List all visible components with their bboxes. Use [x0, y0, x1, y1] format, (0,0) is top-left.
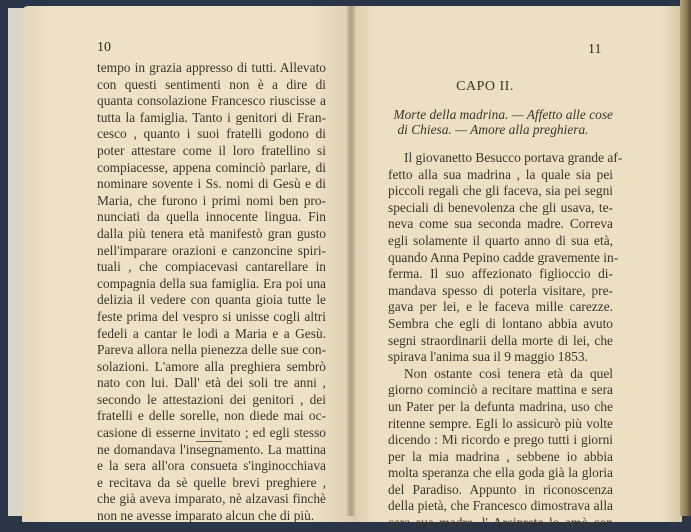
page-edges	[680, 0, 691, 516]
left-page-text	[97, 60, 326, 525]
chapter-subtitle-line-2: di Chiesa. — Amore alla preghiera.	[397, 122, 589, 137]
text-line: ferma. Il suo affezionato figlioccio di-	[388, 266, 613, 282]
text-line: un Pater per la defunta madrina, uso che	[388, 398, 613, 414]
text-line: feste prima del vespro si unisse cogli altri	[97, 308, 326, 324]
text-line: tempo in grazia appresso di tutti. Allevato	[97, 60, 326, 75]
text-line: Pareva allora nella pienezza delle sue con-	[97, 342, 326, 358]
text-line: ritenne sempre. Egli lo assicurò più volte	[388, 415, 613, 431]
text-line: Maria, che furono i primi nomi ben pro-	[97, 192, 326, 208]
left-page-number: 10	[97, 40, 111, 55]
text-line: che già aveva imparato, nè alzavasi finchè	[97, 491, 326, 507]
text-line: compagnia della sua famiglia. Era poi una	[97, 275, 326, 291]
text-line: tuali , che compiacevasi cantarellare in	[97, 259, 326, 275]
text-line: giorno cominciò a recitare mattina e sera	[388, 382, 613, 398]
text-line: solazioni. L'amore alla preghiera sembrò	[97, 358, 326, 374]
section-rule	[196, 441, 222, 442]
text-line: cara sua madre, l' Arciprete lo amò con	[388, 515, 613, 531]
text-line: poter attestare come il loro fratellino si	[97, 142, 326, 158]
text-line: speciali di benevolenza che gli usava, te-	[388, 199, 613, 215]
text-line: quanta consolazione Francesco riuscisse a	[97, 93, 326, 109]
text-line: neva come sua seconda madre. Correva	[388, 216, 613, 232]
chapter-subtitle-line-1: Morte della madrina. — Affetto alle cose	[393, 107, 613, 122]
text-line: egli solamente il quarto anno di sua età,	[388, 232, 613, 248]
right-page-number: 11	[588, 42, 602, 57]
text-line: con questi sentimenti non è a dire di	[97, 76, 326, 92]
text-line: quando Anna Pepino cadde gravemente in-	[388, 249, 619, 265]
text-line: fetto alla sua madrina , la quale sia pei	[388, 166, 613, 182]
text-line: dalla più tenera età manifestò gran gusto	[97, 225, 326, 241]
text-line: Sembra che egli di lontano abbia avuto	[388, 315, 613, 331]
text-line: segni straordinarii della morte di lei, che	[388, 332, 613, 348]
chapter-heading: CAPO II.	[456, 79, 514, 94]
text-line: non ne avesse imparato alcun che di più.	[97, 508, 315, 524]
text-line: tutta la famiglia. Tanto i genitori di Fran-	[97, 109, 326, 125]
text-line: gava per lei, e le faceva mille carezze.	[388, 299, 613, 315]
text-line: nato con lui. Dall' età dei soli tre anni ,	[97, 375, 326, 391]
text-line: Il giovanetto Besucco portava grande af-	[404, 150, 623, 165]
text-line: piccoli regali che gli faceva, sia pei segni	[388, 183, 613, 199]
right-page-text	[388, 150, 623, 532]
text-line: delizia il vedere con quanta gioia tutte le	[97, 292, 326, 308]
text-line: compiacesse, appena cominciò parlare, di	[97, 159, 326, 175]
text-line: secondo le attestazioni dei genitori , dei	[97, 391, 326, 407]
text-line: e la sera all'ora consueta s'inginocchiava	[97, 458, 326, 474]
text-line: casione di esserne invitato ; ed egli stesso	[97, 425, 326, 441]
text-line: spirava l'anima sua il 9 maggio 1853.	[388, 349, 588, 365]
text-line: molta speranza che ella goda già la gloria	[388, 465, 613, 481]
text-line: nominare sovente i Ss. nomi di Gesù e di	[97, 176, 326, 192]
text-line: Non ostante così tenera età da quel	[404, 365, 613, 381]
text-line: nunciati da quella innocente lingua. Fin	[97, 209, 326, 225]
text-line: nell'imparare orazioni e canzoncine spiri-	[97, 242, 326, 258]
text-line: ne domandava l'insegnamento. La mattina	[97, 441, 326, 457]
text-line: cesco , quanto i suoi fratelli godono di	[97, 126, 326, 142]
text-line: dicendo : Mi ricordo e prego tutti i giorni	[388, 432, 613, 448]
text-line: fratelli e delle sorelle, non diede mai oc-	[97, 408, 326, 424]
text-line: e recitava da sè quelle brevi preghiere ,	[97, 474, 326, 490]
text-line: per la mia madrina , sebbene io abbia	[388, 448, 613, 464]
text-line: della pietà, che Francesco dimostrava alla	[388, 498, 613, 514]
text-line: del Paradiso. Appunto in riconoscenza	[388, 481, 613, 497]
text-line: fedeli a cantar le lodi a Maria e a Gesù.	[97, 325, 326, 341]
text-line: mandava spesso di poterla visitare, pre-	[388, 282, 613, 298]
